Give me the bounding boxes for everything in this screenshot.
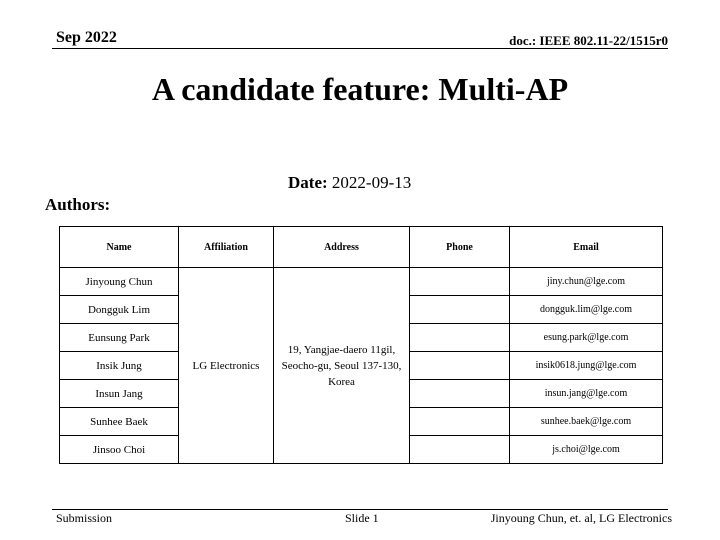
header-divider (52, 48, 668, 49)
author-phone (410, 296, 510, 324)
footer-submission: Submission (56, 511, 113, 525)
author-email: sunhee.baek@lge.com (510, 408, 663, 436)
footer-authors: Jinyoung Chun, et. al, LG Electronics (490, 511, 672, 525)
author-email: js.choi@lge.com (510, 436, 663, 464)
author-phone (410, 324, 510, 352)
header-phone: Phone (410, 227, 510, 268)
table-row (60, 268, 663, 296)
author-name: Sunhee Baek (60, 408, 179, 436)
author-name: Insik Jung (60, 352, 179, 380)
author-name: Jinsoo Choi (60, 436, 179, 464)
address-cell: 19, Yangjae-daero 11gil, Seocho-gu, Seoul 137-130, Korea (274, 268, 410, 464)
author-phone (410, 352, 510, 380)
affiliation-cell: LG Electronics (179, 268, 274, 464)
author-phone (410, 436, 510, 464)
footer-divider (52, 509, 668, 510)
header-name: Name (60, 227, 179, 268)
header-doc-id: doc.: IEEE 802.11-22/1515r0 (509, 33, 668, 48)
header-affiliation: Affiliation (179, 227, 274, 268)
footer-slide-number: Slide 1 (345, 511, 379, 525)
date-line (288, 173, 411, 193)
author-email: jiny.chun@lge.com (510, 268, 663, 296)
header-date: Sep 2022 (56, 29, 117, 46)
header-address: Address (274, 227, 410, 268)
date-label: Date: (288, 173, 328, 192)
author-name: Dongguk Lim (60, 296, 179, 324)
author-name: Jinyoung Chun (60, 268, 179, 296)
author-phone (410, 380, 510, 408)
header-email: Email (510, 227, 663, 268)
authors-label: Authors: (45, 195, 111, 214)
author-email: dongguk.lim@lge.com (510, 296, 663, 324)
author-name: Eunsung Park (60, 324, 179, 352)
table-header-row (60, 227, 663, 268)
author-name: Insun Jang (60, 380, 179, 408)
author-phone (410, 268, 510, 296)
slide-title: A candidate feature: Multi-AP (151, 71, 569, 107)
author-email: esung.park@lge.com (510, 324, 663, 352)
date-value: 2022-09-13 (327, 173, 412, 192)
author-email: insik0618.jung@lge.com (510, 352, 663, 380)
author-email: insun.jang@lge.com (510, 380, 663, 408)
author-phone (410, 408, 510, 436)
authors-table (59, 226, 663, 464)
